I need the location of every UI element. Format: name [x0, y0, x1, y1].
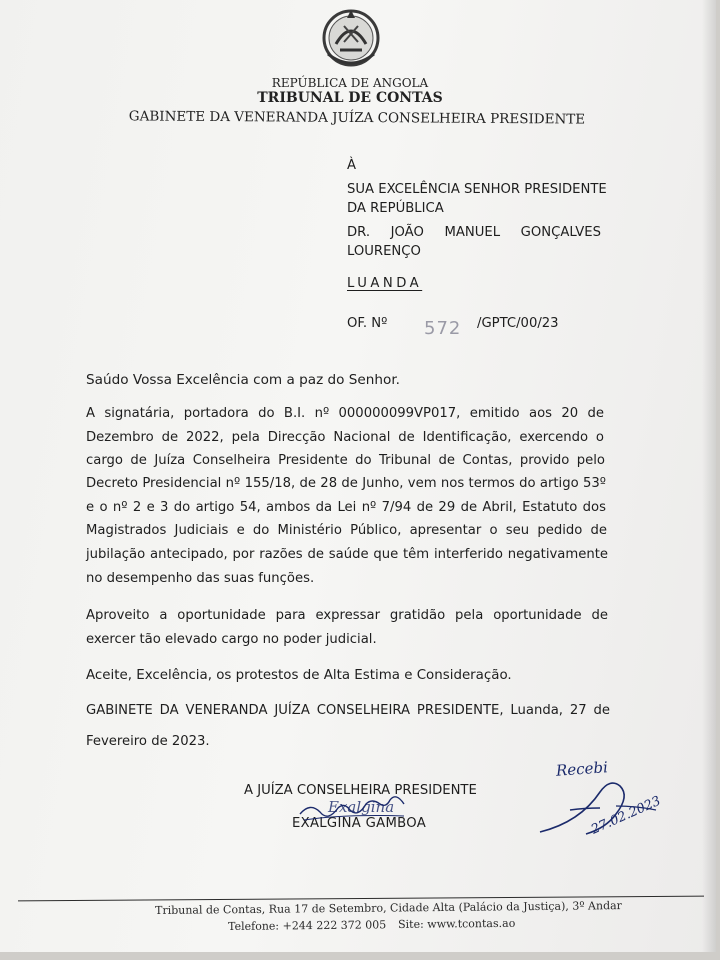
reference-suffix: /GPTC/00/23 — [477, 316, 559, 331]
signatory-title: A JUÍZA CONSELHEIRA PRESIDENTE — [244, 783, 477, 798]
footer-phone: Telefone: +244 222 372 005 — [228, 918, 387, 933]
header-office: GABINETE DA VENERANDA JUÍZA CONSELHEIRA PRESIDENTE — [128, 108, 586, 128]
footer-address: Tribunal de Contas, Rua 17 de Setembro, Cidade Alta (Palácio da Justiça), 3º Andar — [155, 899, 622, 917]
signature-text: Exalgina — [328, 798, 395, 816]
recipient-surname: LOURENÇO — [347, 244, 421, 259]
paragraph-line: no desempenho das suas funções. — [86, 571, 315, 586]
signatory-name: EXALGINA GAMBOA — [292, 816, 427, 831]
header-republic: REPÚBLICA DE ANGOLA — [271, 76, 429, 90]
greeting: Saúdo Vossa Excelência com a paz do Senhor. — [86, 372, 400, 388]
received-note: Recebi — [555, 758, 609, 780]
paragraph-line: Dezembro de 2022, pela Direcção Nacional de Identificação, exercendo o — [86, 430, 604, 445]
paragraph-line: exercer tão elevado cargo no poder judicial. — [86, 632, 377, 647]
paragraph-line: Decreto Presidencial nº 155/18, de 28 de Junho, vem nos termos do artigo 53º — [86, 476, 606, 491]
received-date: 27.02.2023 — [589, 793, 664, 838]
closing-courtesy: Aceite, Excelência, os protestos de Alta Estima e Consideração. — [86, 668, 512, 683]
header-court: TRIBUNAL DE CONTAS — [257, 90, 443, 106]
closing-line: GABINETE DA VENERANDA JUÍZA CONSELHEIRA PRESIDENTE, Luanda, 27 de — [86, 703, 610, 718]
reference-number: 572 — [424, 318, 462, 339]
paragraph-line: A signatária, portadora do B.I. nº 000000099VP017, emitido aos 20 de — [86, 406, 604, 421]
recipient-line-2: DA REPÚBLICA — [347, 201, 444, 216]
handwritten-signature — [290, 790, 430, 830]
closing-line: Fevereiro de 2023. — [86, 734, 210, 749]
coat-of-arms-emblem — [318, 4, 384, 68]
recipient-to: À — [347, 158, 357, 173]
recipient-line-1: SUA EXCELÊNCIA SENHOR PRESIDENTE — [347, 182, 607, 197]
recipient-city: LUANDA — [347, 276, 423, 291]
page-edge-shadow — [702, 0, 716, 952]
recipient-name-word: GONÇALVES — [520, 225, 601, 240]
paragraph-line: e o nº 2 e 3 do artigo 54, ambos da Lei nº 7/94 de 29 de Abril, Estatuto dos — [86, 500, 606, 515]
paragraph-line: jubilação antecipado, por razões de saúde que têm interferido negativamente — [86, 547, 608, 562]
recipient-name-word: JOÃO — [390, 225, 424, 240]
paragraph-line: Aproveito a oportunidade para expressar gratidão pela oportunidade de — [86, 608, 608, 623]
reference-label: OF. Nº — [347, 316, 388, 331]
footer-site: Site: www.tcontas.ao — [398, 916, 516, 931]
recipient-name-line — [347, 225, 601, 240]
recipient-name-word: DR. — [347, 225, 371, 240]
paragraph-line: Magistrados Judiciais e do Ministério Público, apresentar o seu pedido de — [86, 523, 607, 538]
paragraph-line: cargo de Juíza Conselheira Presidente do Tribunal de Contas, provido pelo — [86, 453, 605, 468]
recipient-name-word: MANUEL — [444, 225, 501, 240]
